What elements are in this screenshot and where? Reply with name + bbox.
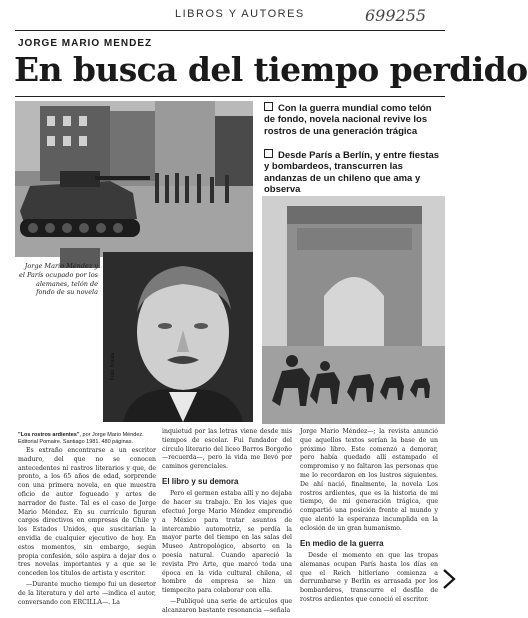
highlight-1-text: Con la guerra mundial como telón de fondo, novela nacional revive los rostros de una generación trágica bbox=[264, 103, 432, 137]
checkbox-bullet-icon bbox=[264, 149, 273, 158]
paragraph: Es extraño encontrarse a un escritor maduro, del que no se conocen antecedentes ni rastros literarios y que, de pronto, a los 65 años de edad, sorprende con una primera novela, en que muestra oficio de autor fogueado y artes de narrador de fuste. Tal es el caso de Jorge Mario Méndez. En su currículo figuran cargos directivos en empresas de Chile y los Estados Unidos, que suscitarían la envidia de cualquier ejecutivo de hoy. En estos momentos, sin embargo, según propia confesión, sólo aspira a dejar dos o tres novelas importantes y a que se le conceden los títulos de artista y escritor. bbox=[18, 447, 156, 578]
body-column-3 bbox=[300, 428, 438, 607]
paragraph: inquietud por las letras viene desde mis tiempos de escolar. Fui fundador del círculo literario del liceo Barros Borgoño —recuerda—, pero la vida me llevó por caminos gerenciales. bbox=[162, 428, 292, 471]
handwritten-note: 699255 bbox=[365, 6, 427, 25]
paragraph: Pero el germen estaba allí y no dejaba de hacer su trabajo. En los viajes que efectuó Jorge Mario Méndez emprendió a México para tratar asuntos de intercambio automotriz, se perdía la mayor parte del tiempo en las salas del Museo Antropológico, absorto en la poesía natural. Cuando apareció la revista Pro Arte, que marcó toda una época en la vida cultural chilena, el hombre de empresa se hizo un tiempecito para colaborar con ella. bbox=[162, 490, 292, 595]
subhead-libro: El libro y su demora bbox=[162, 476, 239, 486]
section-label: LIBROS Y AUTORES bbox=[175, 8, 305, 20]
photo-author-portrait bbox=[103, 252, 253, 422]
paragraph: Jorge Mario Méndez—; la revista anunció que aquellos textos serían la base de un próximo libro. Este comenzó a demorar, pero había quedado allí estampado el compromiso y no faltaron las personas que me lo recordaron en los lustros siguientes. De ahí nació, finalmente, la novela Los rostros ardientes, que es la historia de mi tiempo, de mi generación trágica, que compartió una posición frente al mundo y que alentó la esperanza incumplida en la eclosión de un gran humanismo. bbox=[300, 428, 438, 532]
headline: En busca del tiempo perdido bbox=[14, 50, 528, 89]
body-column-2 bbox=[162, 428, 292, 618]
subhead-guerra: En medio de la guerra bbox=[300, 538, 384, 548]
highlight-2-text: Desde París a Berlín, y entre fiestas y bombardeos, transcurren las andanzas de un chileno que ama y observa bbox=[264, 150, 440, 196]
book-details: , por Jorge Mario Méndez. Editorial Pomaire. Santiago 1981. 480 páginas. bbox=[18, 432, 144, 446]
book-reference bbox=[18, 432, 156, 447]
photo-arc-de-triomphe bbox=[262, 196, 445, 424]
paragraph: Desde el momento en que las tropas alemanas ocupan París hasta los días en que el Reich hitleriano comienza a derrumbarse y Berlín es arrasada por los bombarderos, transcurre el desfile de rostros ardientes que conoció el escritor. bbox=[300, 551, 438, 603]
top-rule bbox=[15, 30, 445, 31]
book-title: "Los rostros ardientes" bbox=[18, 432, 80, 438]
body-column-1 bbox=[18, 447, 156, 609]
highlight-2 bbox=[264, 149, 444, 196]
checkbox-bullet-icon bbox=[264, 102, 273, 111]
photo-credit: Foto: Krasta bbox=[110, 352, 116, 380]
chevron-right-icon[interactable] bbox=[441, 568, 457, 590]
photo-caption: Jorge Mario Méndez y el París ocupado por los alemanes, telón de fondo de su novela bbox=[18, 262, 98, 297]
highlight-1 bbox=[264, 102, 444, 137]
headline-rule bbox=[15, 96, 445, 97]
photo-tank-paris bbox=[15, 101, 253, 257]
paragraph: —Publiqué una serie de artículos que alcanzaron bastante resonancia —señala bbox=[162, 597, 292, 614]
paragraph: —Durante mucho tiempo fui un desertor de la literatura y del arte —indica el autor, conversando con ERCILLA—. La bbox=[18, 580, 156, 606]
byline: JORGE MARIO MENDEZ bbox=[18, 38, 153, 49]
